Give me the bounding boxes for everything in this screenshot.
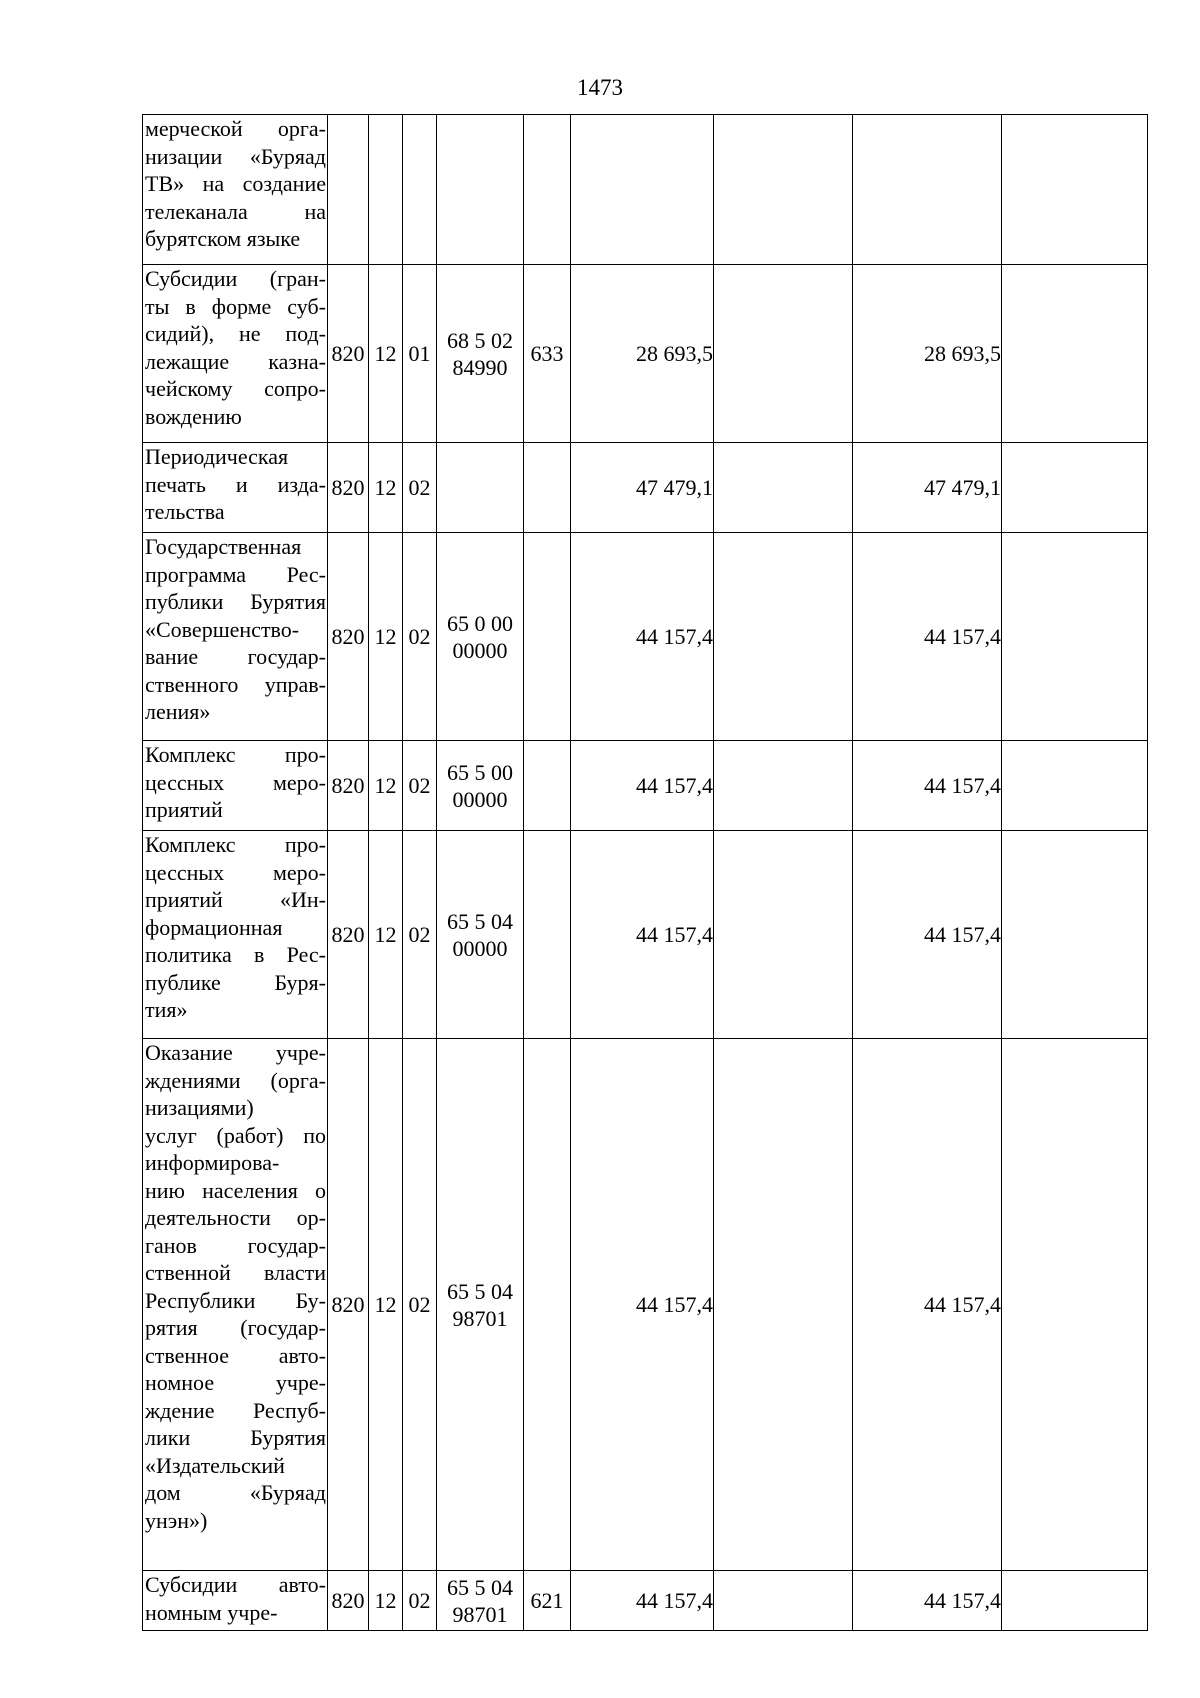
amount-cell-4 [1002, 115, 1148, 265]
row-name-line: ганов государ- [145, 1232, 326, 1258]
section-cell [369, 115, 403, 265]
grbs-cell: 820 [328, 1039, 369, 1571]
amount-cell-3: 44 157,4 [853, 1571, 1002, 1631]
amount-cell-1: 44 157,4 [571, 1571, 714, 1631]
subsection-cell: 01 [403, 265, 437, 443]
amount-cell-2 [714, 533, 853, 741]
expense-type-cell [524, 741, 571, 831]
target-article-line: 65 5 00 [447, 759, 513, 785]
row-name-line: ственного управ- [145, 671, 326, 697]
section-cell: 12 [369, 265, 403, 443]
row-name-line: номным учре- [145, 1599, 278, 1625]
amount-cell-4 [1002, 533, 1148, 741]
amount-cell-3: 44 157,4 [853, 741, 1002, 831]
page-number: 1473 [577, 75, 623, 100]
row-name-line: лики Бурятия [145, 1425, 326, 1450]
amount-cell-2 [714, 831, 853, 1039]
table-row [143, 115, 1148, 265]
row-name-line: Государственная [145, 534, 302, 559]
section-cell: 12 [369, 741, 403, 831]
subsection-cell: 02 [403, 741, 437, 831]
row-name-line: Комплекс про- [145, 742, 326, 767]
row-name-line: вождению [145, 403, 242, 429]
row-name-line: низациями) [145, 1095, 254, 1120]
row-name-line: цессных меро- [145, 859, 326, 885]
amount-cell-2 [714, 741, 853, 831]
row-name-line: ты в форме суб- [145, 293, 326, 319]
amount-cell-3 [853, 115, 1002, 265]
target-article-cell [437, 831, 524, 1039]
row-name-line: информирова- [145, 1150, 280, 1175]
amount-cell-3: 28 693,5 [853, 265, 1002, 443]
section-cell: 12 [369, 1571, 403, 1631]
row-name-line: сидий), не под- [145, 321, 326, 346]
table-row [143, 741, 1148, 831]
row-name-line: приятий «Ин- [145, 887, 326, 912]
row-name-line: ТВ» на создание [145, 171, 326, 196]
table-row [143, 443, 1148, 533]
subsection-cell: 02 [403, 533, 437, 741]
row-name-line: цессных меро- [145, 769, 326, 795]
grbs-cell: 820 [328, 831, 369, 1039]
target-article-cell [437, 115, 524, 265]
table-row [143, 1571, 1148, 1631]
row-name-cell [143, 265, 328, 443]
amount-cell-4 [1002, 1039, 1148, 1571]
row-name-line: лежащие казна- [145, 348, 326, 374]
row-name-line: бурятском языке [145, 226, 301, 251]
amount-cell-3: 44 157,4 [853, 1039, 1002, 1571]
row-name-line: Субсидии авто- [145, 1572, 326, 1597]
table-row [143, 1039, 1148, 1571]
row-name-line: телеканала на [145, 198, 326, 224]
row-name-line: унэн») [145, 1507, 208, 1533]
row-name-line: вание государ- [145, 644, 326, 669]
row-name-line: Периодическая [145, 444, 289, 469]
amount-cell-1: 44 157,4 [571, 533, 714, 741]
amount-cell-1: 44 157,4 [571, 741, 714, 831]
row-name-cell [143, 831, 328, 1039]
grbs-cell: 820 [328, 1571, 369, 1631]
row-name-cell [143, 1039, 328, 1571]
grbs-cell: 820 [328, 265, 369, 443]
target-article-cell [437, 533, 524, 741]
row-name-line: приятий [145, 797, 223, 822]
row-name-line: Субсидии (гран- [145, 266, 326, 291]
row-name-line: низации «Буряад [145, 143, 326, 169]
target-article-line: 00000 [452, 786, 508, 812]
target-article-line: 98701 [452, 1305, 508, 1331]
amount-cell-4 [1002, 443, 1148, 533]
row-name-line: печать и изда- [145, 471, 326, 497]
row-name-cell [143, 443, 328, 533]
row-name-line: Оказание учре- [145, 1040, 326, 1065]
row-name-line: Комплекс про- [145, 832, 326, 857]
amount-cell-1: 47 479,1 [571, 443, 714, 533]
table-row [143, 533, 1148, 741]
row-name-line: тельства [145, 499, 225, 524]
amount-cell-3: 47 479,1 [853, 443, 1002, 533]
row-name-line: формационная [145, 914, 283, 940]
row-name-line: ждение Респуб- [145, 1397, 326, 1423]
target-article-cell [437, 1571, 524, 1631]
row-name-cell [143, 115, 328, 265]
amount-cell-2 [714, 115, 853, 265]
row-name-line: дом «Буряад [145, 1480, 326, 1505]
target-article-cell [437, 443, 524, 533]
row-name-line: ственное авто- [145, 1342, 326, 1368]
amount-cell-1: 28 693,5 [571, 265, 714, 443]
section-cell: 12 [369, 1039, 403, 1571]
row-name-line: ления» [145, 699, 211, 724]
amount-cell-3: 44 157,4 [853, 533, 1002, 741]
expense-type-cell [524, 533, 571, 741]
row-name-cell [143, 741, 328, 831]
row-name-line: Республики Бу- [145, 1287, 326, 1313]
amount-cell-1: 44 157,4 [571, 831, 714, 1039]
table-row [143, 831, 1148, 1039]
target-article-line: 98701 [452, 1601, 508, 1627]
row-name-line: деятельности ор- [145, 1205, 326, 1230]
grbs-cell: 820 [328, 533, 369, 741]
amount-cell-3: 44 157,4 [853, 831, 1002, 1039]
grbs-cell: 820 [328, 741, 369, 831]
amount-cell-1 [571, 115, 714, 265]
amount-cell-2 [714, 1571, 853, 1631]
expense-type-cell: 621 [524, 1571, 571, 1631]
grbs-cell [328, 115, 369, 265]
section-cell: 12 [369, 533, 403, 741]
target-article-line: 65 5 04 [447, 1574, 513, 1600]
subsection-cell: 02 [403, 1039, 437, 1571]
target-article-line: 65 0 00 [447, 610, 513, 636]
table-body [143, 115, 1148, 1631]
section-cell: 12 [369, 831, 403, 1039]
expense-type-cell [524, 443, 571, 533]
target-article-line: 68 5 02 [447, 327, 513, 353]
target-article-cell [437, 1039, 524, 1571]
row-name-line: политика в Рес- [145, 942, 326, 967]
row-name-line: публики Бурятия [145, 589, 326, 614]
subsection-cell: 02 [403, 1571, 437, 1631]
amount-cell-2 [714, 443, 853, 533]
table-row [143, 265, 1148, 443]
amount-cell-2 [714, 1039, 853, 1571]
target-article-line: 65 5 04 [447, 1278, 513, 1304]
row-name-line: номное учре- [145, 1370, 326, 1395]
row-name-line: чейскому сопро- [145, 376, 326, 401]
amount-cell-1: 44 157,4 [571, 1039, 714, 1571]
subsection-cell: 02 [403, 831, 437, 1039]
row-name-line: услуг (работ) по [145, 1122, 326, 1148]
target-article-line: 00000 [452, 637, 508, 663]
expense-type-cell [524, 831, 571, 1039]
row-name-line: ственной власти [145, 1260, 326, 1285]
expense-type-cell [524, 115, 571, 265]
target-article-line: 00000 [452, 935, 508, 961]
target-article-cell [437, 265, 524, 443]
row-name-line: ждениями (орга- [145, 1067, 326, 1093]
row-name-line: «Совершенство- [145, 616, 300, 642]
budget-table [142, 114, 1148, 1631]
row-name-cell [143, 533, 328, 741]
expense-type-cell: 633 [524, 265, 571, 443]
amount-cell-4 [1002, 265, 1148, 443]
subsection-cell [403, 115, 437, 265]
subsection-cell: 02 [403, 443, 437, 533]
row-name-line: «Издательский [145, 1452, 285, 1478]
row-name-cell [143, 1571, 328, 1631]
row-name-line: публике Буря- [145, 969, 326, 995]
expense-type-cell [524, 1039, 571, 1571]
grbs-cell: 820 [328, 443, 369, 533]
row-name-line: рятия (государ- [145, 1315, 326, 1340]
target-article-line: 84990 [452, 354, 508, 380]
row-name-line: мерческой орга- [145, 116, 326, 141]
section-cell: 12 [369, 443, 403, 533]
target-article-line: 65 5 04 [447, 908, 513, 934]
amount-cell-4 [1002, 741, 1148, 831]
row-name-line: нию населения о [145, 1177, 326, 1203]
row-name-line: программа Рес- [145, 561, 326, 587]
amount-cell-4 [1002, 1571, 1148, 1631]
amount-cell-4 [1002, 831, 1148, 1039]
amount-cell-2 [714, 265, 853, 443]
target-article-cell [437, 741, 524, 831]
row-name-line: тия» [145, 997, 188, 1022]
